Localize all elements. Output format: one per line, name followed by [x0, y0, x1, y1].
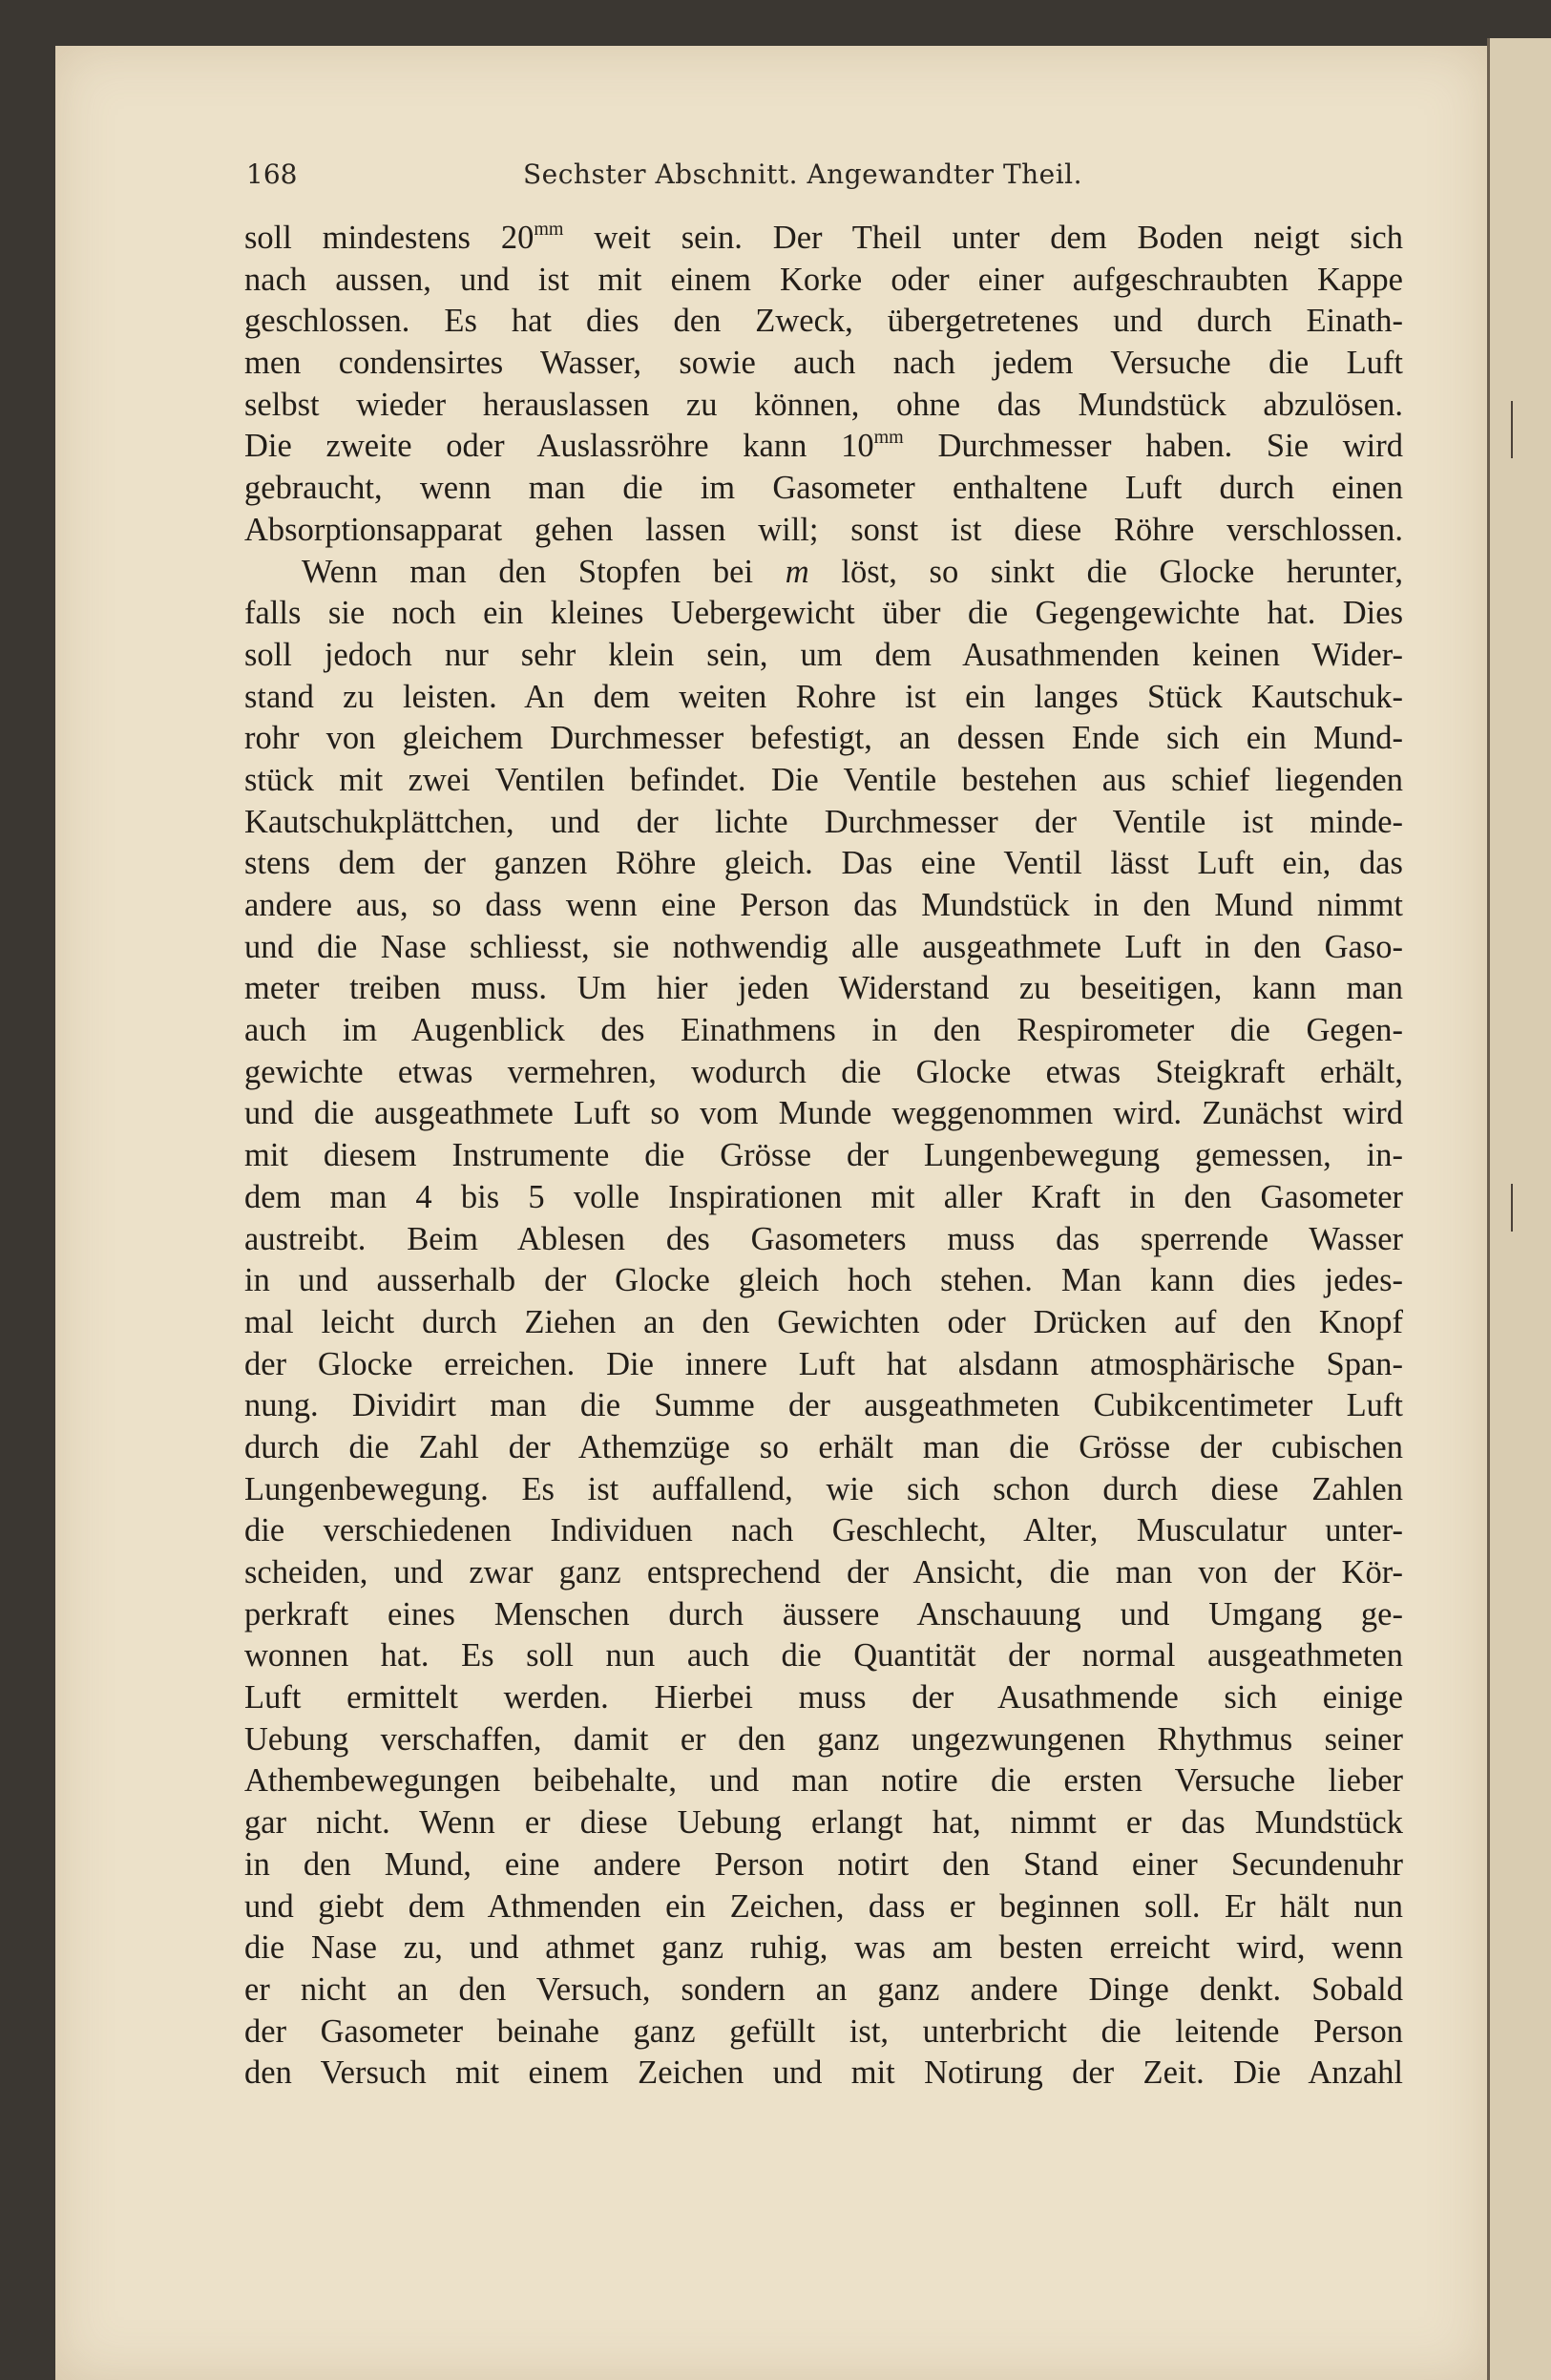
- running-title: Sechster Abschnitt. Angewandter Theil.: [523, 158, 1083, 190]
- text-segment: nach aussen, und ist mit einem Korke oder einer aufgeschraubten Kappe: [244, 261, 1403, 298]
- text-segment: nung. Dividirt man die Summe der ausgeathmeten Cubikcentimeter Luft: [244, 1387, 1403, 1424]
- text-line: [244, 760, 1403, 802]
- text-segment: stens dem der ganzen Röhre gleich. Das eine Ventil lässt Luft ein, das: [244, 845, 1403, 882]
- text-line: [244, 552, 1403, 594]
- text-segment: der Glocke erreichen. Die innere Luft hat alsdann atmosphärische Span-: [244, 1345, 1403, 1382]
- text-segment: der Gasometer beinahe ganz gefüllt ist, unterbricht die leitende Person: [244, 2012, 1403, 2050]
- text-line: [244, 802, 1403, 844]
- page-number: 168: [246, 158, 298, 190]
- text-line: [244, 843, 1403, 885]
- text-segment: andere aus, so dass wenn eine Person das Mundstück in den Mund nimmt: [244, 887, 1403, 923]
- page-header: [246, 158, 1411, 197]
- text-line: [244, 2011, 1403, 2054]
- text-line: [244, 1385, 1403, 1427]
- text-segment: Durchmesser haben. Sie wird: [903, 428, 1403, 465]
- text-line: [244, 1719, 1403, 1761]
- text-line: [244, 1135, 1403, 1177]
- text-line: [244, 1552, 1403, 1594]
- text-line: [244, 468, 1403, 510]
- adjacent-page-edge: [1487, 38, 1551, 2380]
- text-segment: und die ausgeathmete Luft so vom Munde weggenommen wird. Zunächst wird: [244, 1095, 1403, 1132]
- text-line: [244, 1635, 1403, 1677]
- text-line: [244, 1760, 1403, 1802]
- text-line: [244, 927, 1403, 969]
- text-line: [244, 1177, 1403, 1219]
- text-segment: austreibt. Beim Ablesen des Gasometers muss das sperrende Wasser: [244, 1220, 1403, 1257]
- text-line: [244, 2053, 1403, 2095]
- text-line: [244, 1886, 1403, 1928]
- text-segment: meter treiben muss. Um hier jeden Widerstand zu beseitigen, kann man: [244, 970, 1403, 1007]
- text-segment: Luft ermittelt werden. Hierbei muss der Ausathmende sich einige: [244, 1679, 1403, 1717]
- text-segment: die verschiedenen Individuen nach Geschlecht, Alter, Musculatur unter-: [244, 1512, 1403, 1549]
- text-line: [244, 1677, 1403, 1719]
- text-segment: gar nicht. Wenn er diese Uebung erlangt hat, nimmt er das Mundstück: [244, 1804, 1403, 1842]
- text-segment: mit diesem Instrumente die Grösse der Lungenbewegung gemessen, in-: [244, 1137, 1403, 1174]
- body-text: [244, 218, 1403, 2095]
- text-segment: rohr von gleichem Durchmesser befestigt, an dessen Ende sich ein Mund-: [244, 720, 1403, 757]
- book-page: [55, 46, 1487, 2380]
- text-line: [244, 1344, 1403, 1386]
- text-line: [244, 1802, 1403, 1844]
- text-line: [244, 1260, 1403, 1302]
- text-line: [244, 1927, 1403, 1969]
- text-segment: stück mit zwei Ventilen befindet. Die Ventile bestehen aus schief liegenden: [244, 761, 1403, 798]
- text-segment: auch im Augenblick des Einathmens in den Respirometer die Gegen-: [244, 1012, 1403, 1049]
- text-line: [244, 1219, 1403, 1261]
- text-segment: in den Mund, eine andere Person notirt den Stand einer Secundenuhr: [244, 1845, 1403, 1883]
- text-line: [244, 343, 1403, 385]
- text-line: [244, 1093, 1403, 1135]
- text-segment: m: [785, 553, 809, 590]
- text-segment: die Nase zu, und athmet ganz ruhig, was am besten erreicht wird, wenn: [244, 1929, 1403, 1967]
- text-line: [244, 1302, 1403, 1344]
- text-line: [244, 510, 1403, 552]
- text-segment: Lungenbewegung. Es ist auffallend, wie sich schon durch diese Zahlen: [244, 1470, 1403, 1507]
- text-line: [244, 385, 1403, 427]
- text-segment: gebraucht, wenn man die im Gasometer enthaltene Luft durch einen: [244, 470, 1403, 507]
- text-line: [244, 635, 1403, 677]
- superscript-unit: mm: [534, 219, 564, 240]
- text-line: [244, 677, 1403, 719]
- text-line: [244, 1594, 1403, 1636]
- superscript-unit: mm: [873, 427, 904, 449]
- text-line: [244, 1844, 1403, 1886]
- text-segment: stand zu leisten. An dem weiten Rohre ist ein langes Stück Kautschuk-: [244, 678, 1403, 715]
- text-segment: soll jedoch nur sehr klein sein, um dem Ausathmenden keinen Wider-: [244, 636, 1403, 673]
- text-line: [244, 301, 1403, 343]
- text-segment: gewichte etwas vermehren, wodurch die Glocke etwas Steigkraft erhält,: [244, 1053, 1403, 1090]
- text-segment: er nicht an den Versuch, sondern an ganz andere Dinge denkt. Sobald: [244, 1970, 1403, 2008]
- text-line: [244, 426, 1403, 468]
- text-segment: Kautschukplättchen, und der lichte Durchmesser der Ventile ist minde-: [244, 803, 1403, 840]
- text-line: [244, 1052, 1403, 1094]
- text-line: [244, 1427, 1403, 1469]
- text-line: [244, 1969, 1403, 2011]
- text-segment: geschlossen. Es hat dies den Zweck, übergetretenes und durch Einath-: [244, 303, 1403, 340]
- text-line: [244, 1510, 1403, 1552]
- text-line: [244, 593, 1403, 635]
- text-segment: Die zweite oder Auslassröhre kann 10: [244, 428, 874, 465]
- text-segment: weit sein. Der Theil unter dem Boden neigt sich: [563, 220, 1403, 256]
- text-segment: und giebt dem Athmenden ein Zeichen, dass er beginnen soll. Er hält nun: [244, 1887, 1403, 1925]
- text-segment: soll mindestens 20: [244, 220, 534, 256]
- text-segment: Uebung verschaffen, damit er den ganz ungezwungenen Rhythmus seiner: [244, 1720, 1403, 1758]
- text-line: [244, 260, 1403, 302]
- text-segment: falls sie noch ein kleines Uebergewicht über die Gegengewichte hat. Dies: [244, 595, 1403, 632]
- text-segment: und die Nase schliesst, sie nothwendig alle ausgeathmete Luft in den Gaso-: [244, 928, 1403, 965]
- text-segment: dem man 4 bis 5 volle Inspirationen mit aller Kraft in den Gasometer: [244, 1178, 1403, 1215]
- text-line: [244, 1010, 1403, 1052]
- text-line: [244, 718, 1403, 760]
- text-segment: perkraft eines Menschen durch äussere Anschauung und Umgang ge-: [244, 1595, 1403, 1632]
- text-line: [244, 218, 1403, 260]
- text-line: [244, 968, 1403, 1010]
- text-segment: Wenn man den Stopfen bei: [302, 553, 786, 590]
- text-line: [244, 1469, 1403, 1511]
- text-segment: löst, so sinkt die Glocke herunter,: [808, 553, 1404, 590]
- text-segment: Athembewegungen beibehalte, und man notire die ersten Versuche lieber: [244, 1762, 1403, 1800]
- text-line: [244, 885, 1403, 927]
- text-segment: mal leicht durch Ziehen an den Gewichten oder Drücken auf den Knopf: [244, 1303, 1403, 1340]
- text-segment: wonnen hat. Es soll nun auch die Quantität der normal ausgeathmeten: [244, 1637, 1403, 1674]
- text-segment: scheiden, und zwar ganz entsprechend der Ansicht, die man von der Kör-: [244, 1554, 1403, 1590]
- text-segment: in und ausserhalb der Glocke gleich hoch stehen. Man kann dies jedes-: [244, 1262, 1403, 1299]
- text-segment: men condensirtes Wasser, sowie auch nach jedem Versuche die Luft: [244, 345, 1403, 382]
- text-segment: den Versuch mit einem Zeichen und mit Notirung der Zeit. Die Anzahl: [244, 2054, 1403, 2092]
- text-segment: Absorptionsapparat gehen lassen will; sonst ist diese Röhre verschlossen.: [244, 511, 1403, 548]
- text-segment: durch die Zahl der Athemzüge so erhält man die Grösse der cubischen: [244, 1428, 1403, 1465]
- text-segment: selbst wieder herauslassen zu können, ohne das Mundstück abzulösen.: [244, 386, 1403, 423]
